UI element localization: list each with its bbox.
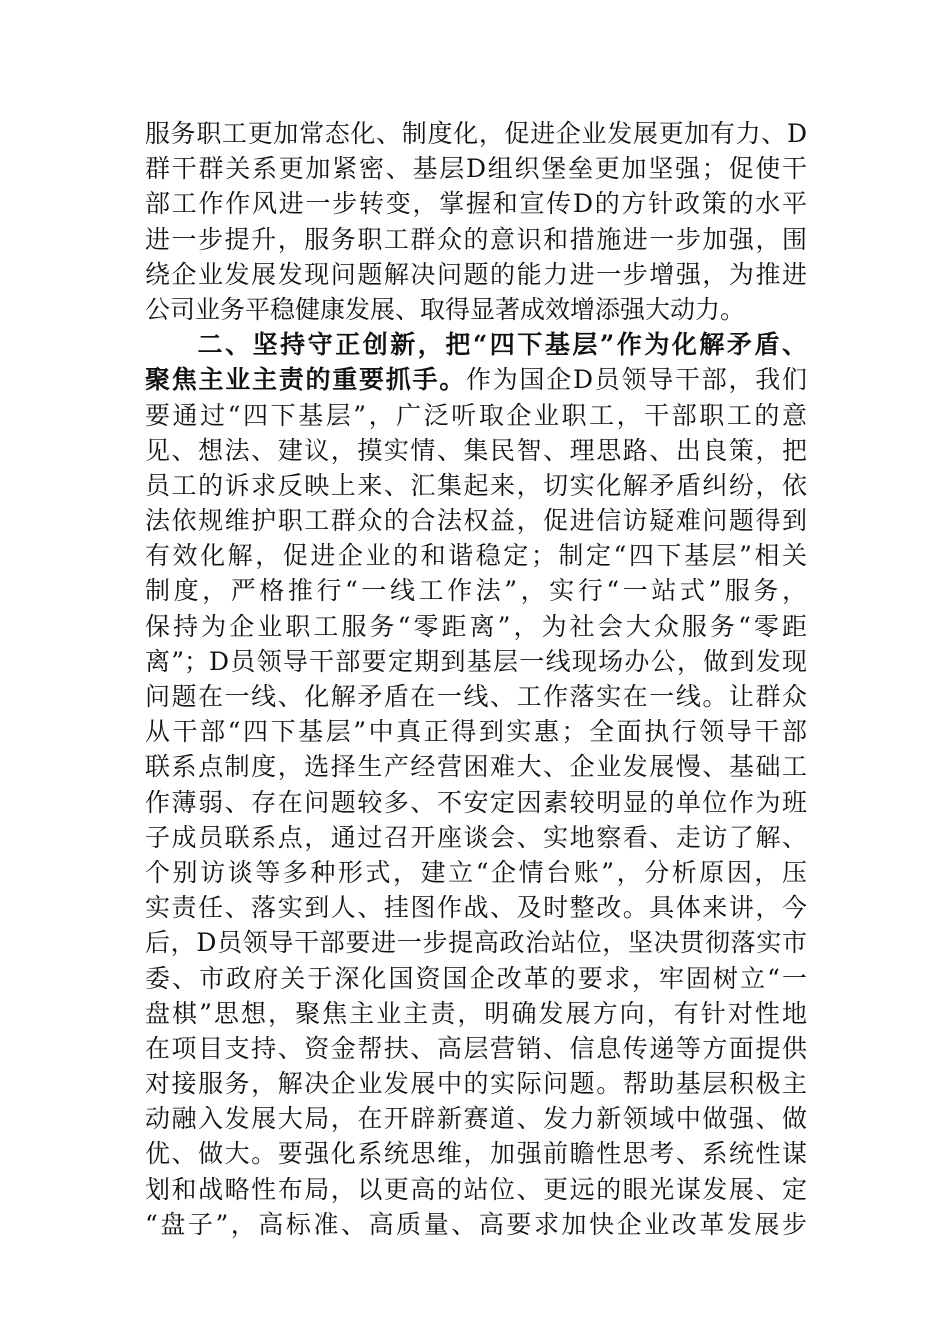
text-line: 部工作作风进一步转变，掌握和宣传D的方针政策的水平 [145,189,807,219]
text-line: 实责任、落实到人、挂图作战、及时整改。具体来讲，今 [145,893,807,923]
text-line: “盘子”，高标准、高质量、高要求加快企业改革发展步 [145,1209,807,1239]
document-body [145,116,807,1242]
text-line: 问题在一线、化解矛盾在一线、工作落实在一线。让群众 [145,682,807,711]
text-line: 绕企业发展发现问题解决问题的能力进一步增强，为推进 [145,259,807,289]
text-line: 盘棋”思想，聚焦主业主责，明确发展方向，有针对性地 [145,998,807,1028]
text-line: 进一步提升，服务职工群众的意识和措施进一步加强，围 [145,224,807,254]
text-line: 法依规维护职工群众的合法权益，促进信访疑难问题得到 [145,506,807,536]
section-heading-line [145,327,807,362]
text-line: 公司业务平稳健康发展、取得显著成效增添强大动力。 [145,294,746,324]
paragraph-start: 作为国企D员领导干部，我们 [465,365,807,395]
text-line: 委、市政府关于深化国资国企改革的要求，牢固树立“一 [145,963,807,993]
text-line: 群干群关系更加紧密、基层D组织堡垒更加坚强；促使干 [145,154,807,184]
text-line: 个别访谈等多种形式，建立“企情台账”，分析原因，压 [145,857,807,887]
text-line: 从干部“四下基层”中真正得到实惠；全面执行领导干部 [145,717,807,747]
text-line: 优、做大。要强化系统思维，加强前瞻性思考、系统性谋 [145,1139,807,1169]
text-line: 有效化解，促进企业的和谐稳定；制定“四下基层”相关 [145,541,807,571]
text-line: 作薄弱、存在问题较多、不安定因素较明显的单位作为班 [145,787,807,817]
text-line: 对接服务，解决企业发展中的实际问题。帮助基层积极主 [145,1069,807,1099]
text-line: 见、想法、建议，摸实情、集民智、理思路、出良策，把 [145,435,807,465]
text-line: 动融入发展大局，在开辟新赛道、发力新领域中做强、做 [145,1104,807,1134]
text-line: 要通过“四下基层”，广泛听取企业职工，干部职工的意 [145,400,807,430]
text-line: 保持为企业职工服务“零距离”，为社会大众服务“零距 [145,611,807,641]
text-line: 员工的诉求反映上来、汇集起来，切实化解矛盾纠纷，依 [145,470,807,500]
text-line: 制度，严格推行“一线工作法”，实行“一站式”服务， [145,576,807,606]
section-heading-line [145,362,807,397]
section-heading-continued: 聚焦主业主责的重要抓手。 [145,365,466,395]
text-line: 联系点制度，选择生产经营困难大、企业发展慢、基础工 [145,752,807,782]
text-line: 子成员联系点，通过召开座谈会、实地察看、走访了解、 [145,822,807,852]
text-line: 在项目支持、资金帮扶、高层营销、信息传递等方面提供 [145,1033,807,1063]
text-line: 离”；D员领导干部要定期到基层一线现场办公，做到发现 [145,646,807,676]
section-heading: 二、坚持守正创新，把“四下基层”作为化解矛盾、 [195,330,807,360]
text-line: 划和战略性布局，以更高的站位、更远的眼光谋发展、定 [145,1174,807,1204]
text-line: 服务职工更加常态化、制度化，促进企业发展更加有力、D [145,119,807,148]
text-line: 后，D员领导干部要进一步提高政治站位，坚决贯彻落实市 [145,928,807,958]
